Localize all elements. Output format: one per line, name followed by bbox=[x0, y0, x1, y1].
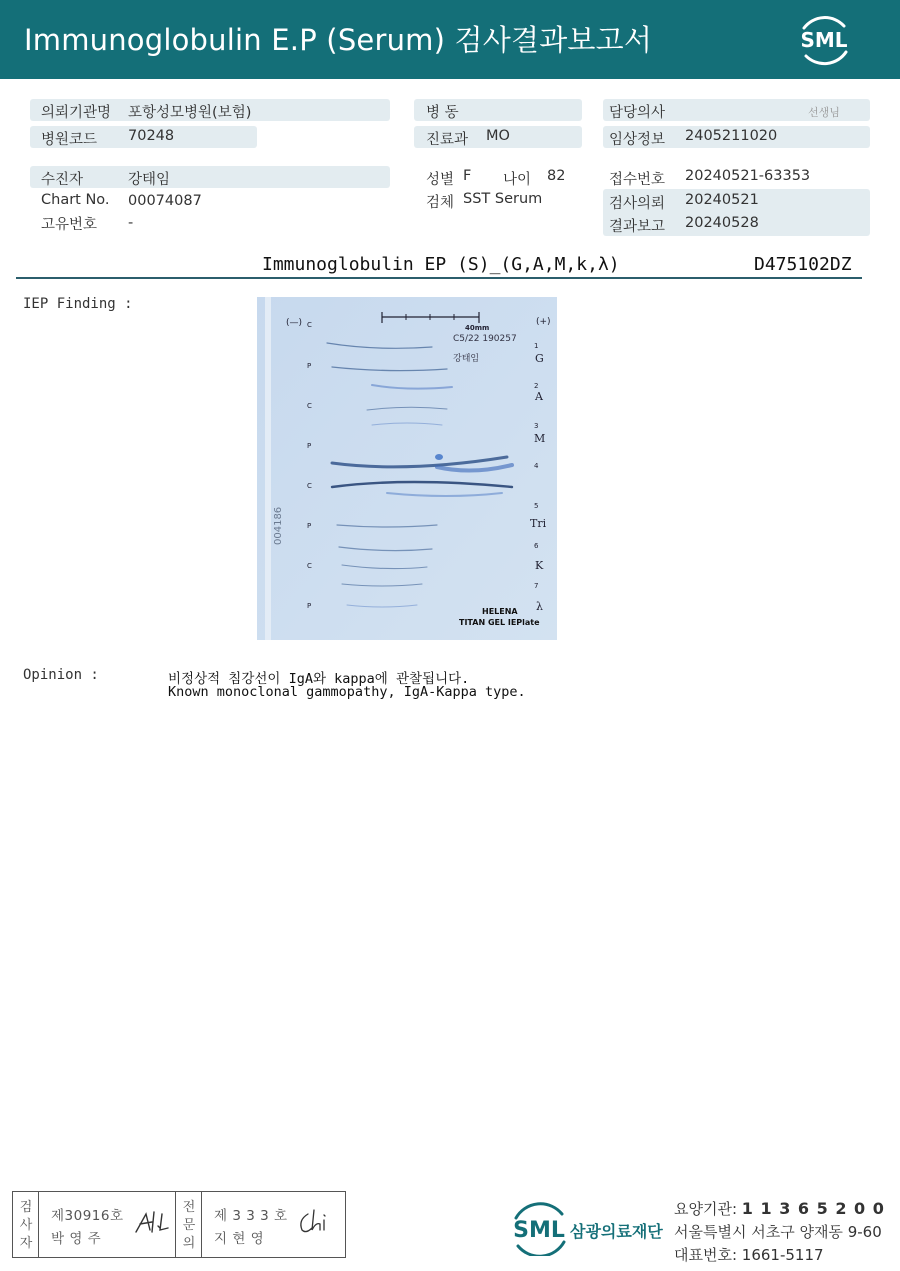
test-code: D475102DZ bbox=[754, 254, 852, 275]
sml-logo-icon bbox=[794, 12, 854, 68]
organization-name: 삼광의료재단 bbox=[570, 1222, 663, 1241]
test-title: Immunoglobulin EP (S)_(G,A,M,k,λ) bbox=[262, 254, 620, 275]
gel-right-sign: (+) bbox=[536, 317, 551, 327]
opinion-line-1: 비정상적 침강선이 IgA와 kappa에 관찰됩니다. bbox=[168, 671, 470, 687]
report-header bbox=[0, 0, 900, 79]
institution-value: 포항성모병원(보험) bbox=[128, 105, 252, 121]
examiner-name: 박 영 주 bbox=[51, 1231, 102, 1247]
department-value: MO bbox=[486, 128, 510, 144]
institution-code-line bbox=[674, 1198, 885, 1219]
department-label: 진료과 bbox=[426, 132, 469, 148]
patient-label: 수진자 bbox=[41, 172, 84, 188]
unique-id-label: 고유번호 bbox=[41, 217, 98, 233]
info-band-patient bbox=[30, 166, 390, 188]
specialist-name: 지 현 영 bbox=[214, 1231, 265, 1247]
test-request-value: 20240521 bbox=[685, 192, 759, 208]
gel-lane-number: 2 bbox=[534, 382, 539, 390]
gel-left-strip bbox=[265, 297, 271, 640]
gel-lane-label: λ bbox=[536, 600, 543, 613]
phone-label: 대표번호: bbox=[674, 1246, 738, 1264]
receipt-no-value: 20240521-63353 bbox=[685, 168, 811, 184]
specialist-char: 문 bbox=[182, 1218, 196, 1233]
gel-row-letter: C bbox=[307, 402, 312, 410]
institution-code-label: 요양기관: bbox=[674, 1200, 738, 1218]
ward-label: 병 동 bbox=[426, 105, 459, 121]
gel-lane-label: K bbox=[535, 559, 544, 572]
gel-left-sign: (—) bbox=[286, 318, 303, 328]
hospital-code-value: 70248 bbox=[128, 128, 175, 144]
chart-no-value: 00074087 bbox=[128, 193, 202, 209]
institution-code-value: 1 1 3 6 5 2 0 0 bbox=[741, 1199, 885, 1218]
sml-logo-text: SML bbox=[800, 28, 848, 52]
gel-row-letter: C bbox=[307, 321, 312, 329]
iep-finding-label: IEP Finding : bbox=[23, 296, 133, 312]
specialist-info-cell bbox=[202, 1192, 345, 1257]
gel-run-id: C5/22 190257 bbox=[453, 334, 517, 344]
report-title: Immunoglobulin E.P (Serum) 검사결과보고서 bbox=[24, 23, 653, 57]
clinical-info-value: 2405211020 bbox=[685, 128, 778, 144]
hospital-code-label: 병원코드 bbox=[41, 132, 98, 148]
gel-row-letter: P bbox=[307, 362, 312, 370]
gel-side-number: 004186 bbox=[273, 506, 284, 545]
gel-lane-number: 1 bbox=[534, 342, 539, 350]
phone-line bbox=[674, 1244, 824, 1265]
gel-row-letter: C bbox=[307, 562, 312, 570]
sex-label: 성별 bbox=[426, 172, 455, 188]
sex-value: F bbox=[463, 168, 472, 184]
result-report-value: 20240528 bbox=[685, 215, 759, 231]
receipt-no-label: 접수번호 bbox=[609, 172, 666, 188]
age-label: 나이 bbox=[503, 172, 532, 188]
address-line: 서울특별시 서초구 양재동 9-60 bbox=[674, 1223, 882, 1241]
gel-spot bbox=[435, 454, 443, 460]
patient-name-value: 강태임 bbox=[128, 172, 171, 188]
examiner-char: 사 bbox=[19, 1218, 33, 1233]
iep-gel-image bbox=[257, 297, 557, 640]
examiner-char: 검 bbox=[19, 1200, 33, 1215]
examiner-license-no: 제30916호 bbox=[51, 1208, 124, 1224]
gel-lane-number: 7 bbox=[534, 582, 539, 590]
signature-box bbox=[12, 1191, 346, 1258]
gel-lane-label: G bbox=[535, 352, 544, 365]
specialist-char: 전 bbox=[182, 1200, 196, 1215]
examiner-signature-icon bbox=[132, 1208, 172, 1238]
title-divider bbox=[16, 277, 862, 279]
gel-lane-label: Tri bbox=[530, 517, 547, 530]
doctor-label: 담당의사 bbox=[609, 105, 666, 121]
opinion-line-2: Known monoclonal gammopathy, IgA-Kappa type. bbox=[168, 684, 526, 700]
sml-footer-logo-text: SML bbox=[513, 1218, 565, 1243]
gel-patient-name: 강태임 bbox=[453, 354, 480, 364]
test-request-label: 검사의뢰 bbox=[609, 196, 666, 212]
specialist-char: 의 bbox=[182, 1236, 196, 1251]
specialist-license-no: 제 3 3 3 호 bbox=[214, 1208, 288, 1224]
specialist-signature-icon bbox=[294, 1206, 338, 1238]
gel-row-letter: P bbox=[307, 442, 312, 450]
gel-scale-label: 40mm bbox=[465, 324, 490, 332]
gel-lane-number: 3 bbox=[534, 422, 539, 430]
specialist-title-cell bbox=[176, 1192, 202, 1257]
gel-lane-number: 5 bbox=[534, 502, 539, 510]
phone-value: 1661-5117 bbox=[741, 1246, 824, 1264]
examiner-title-cell bbox=[13, 1192, 39, 1257]
opinion-label: Opinion : bbox=[23, 667, 99, 683]
gel-lane-label: M bbox=[534, 432, 546, 445]
result-report-label: 결과보고 bbox=[609, 219, 666, 235]
sml-footer-logo-icon bbox=[506, 1200, 574, 1256]
gel-manufacturer: HELENA bbox=[482, 607, 518, 616]
specimen-value: SST Serum bbox=[463, 191, 543, 207]
unique-id-value: - bbox=[128, 215, 134, 231]
chart-no-label: Chart No. bbox=[41, 192, 110, 208]
gel-row-letter: P bbox=[307, 602, 312, 610]
specimen-label: 검체 bbox=[426, 195, 455, 211]
gel-lane-number: 4 bbox=[534, 462, 539, 470]
clinical-info-label: 임상정보 bbox=[609, 132, 666, 148]
gel-product: TITAN GEL IEPlate bbox=[459, 618, 540, 627]
examiner-info-cell bbox=[39, 1192, 176, 1257]
age-value: 82 bbox=[547, 168, 566, 184]
gel-row-letter: P bbox=[307, 522, 312, 530]
gel-lane-number: 6 bbox=[534, 542, 539, 550]
gel-lane-label: A bbox=[535, 390, 543, 403]
doctor-suffix: 선생님 bbox=[808, 106, 840, 119]
institution-label: 의뢰기관명 bbox=[41, 105, 112, 121]
examiner-char: 자 bbox=[19, 1236, 33, 1251]
gel-row-letter: C bbox=[307, 482, 312, 490]
